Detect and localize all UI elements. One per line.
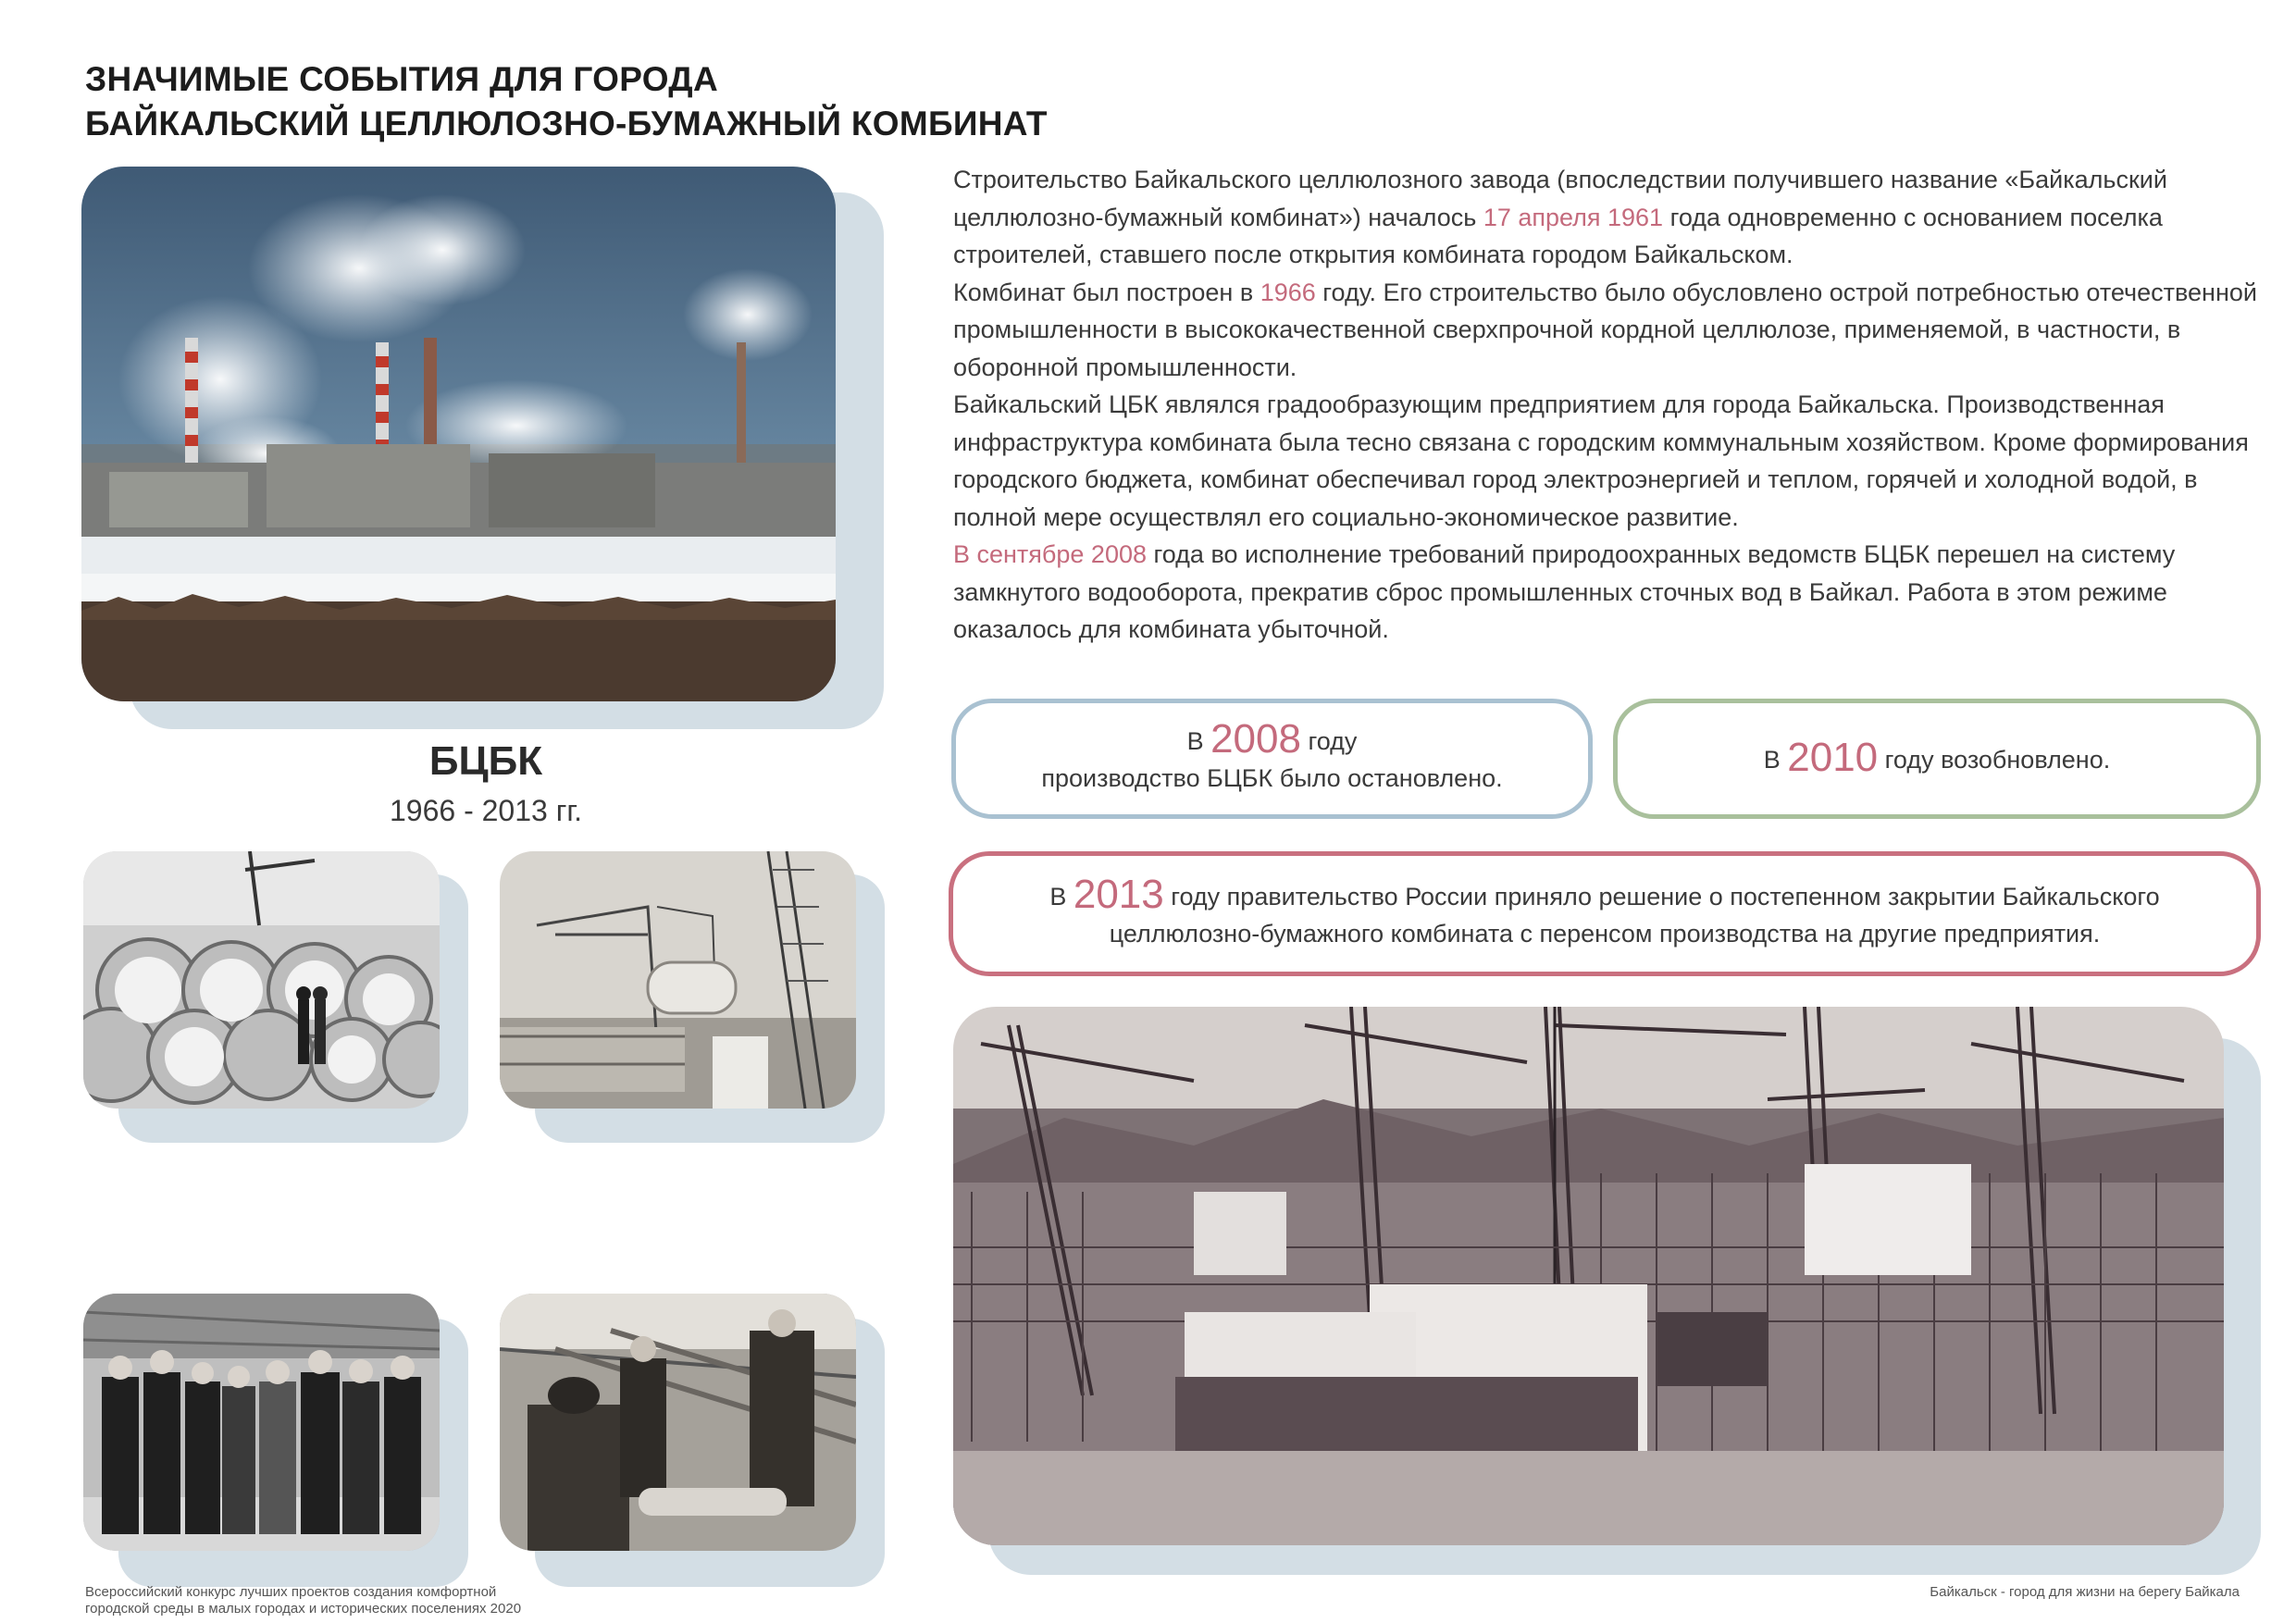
- paragraph-1: Строительство Байкальского целлюлозного завода (впоследствии получившего название «Байкальский целлюлозно-бумажный комбинат») началось 17 апреля 1961 года одновременно с основанием поселка строителей, ставшего после открытия комбината городом Байкальском.: [953, 166, 2167, 268]
- construction-site-photo: [953, 1007, 2224, 1545]
- mill-years: 1966 - 2013 гг.: [389, 794, 583, 827]
- page-title: [85, 57, 1048, 146]
- photo-concrete-pipes: [83, 851, 440, 1109]
- year-highlight: 1966: [1260, 278, 1316, 306]
- date-highlight: В сентябре 2008: [953, 540, 1147, 568]
- event-year: 2010: [1787, 735, 1879, 780]
- event-2013-box: В 2013 году правительство России приняло решение о постепенном закрытии Байкальского целлюлозно-бумажного комбината с перенсом производства на другие предприятия.: [949, 851, 2261, 976]
- paragraph-4: В сентябре 2008 года во исполнение требований природоохранных ведомств БЦБК перешел на систему замкнутого водооборота, прекратив сброс промышленных сточных вод в Байкал. Работа в этом режиме оказалось для комбината убыточной.: [953, 540, 2176, 643]
- paragraph-2: Комбинат был построен в 1966 году. Его строительство было обусловлено острой потребностью отечественной промышленности в высококачественной сверхпрочной кордной целлюлозе, применяемой, в частности, в оборонной промышленности.: [953, 278, 2257, 381]
- history-text: [953, 161, 2267, 649]
- event-2008-box: В 2008 году производство БЦБК было остановлено.: [951, 699, 1593, 819]
- event-year: 2008: [1210, 716, 1301, 762]
- photo-crane-lift: [500, 851, 856, 1109]
- event-2010-box: В 2010 году возобновлено.: [1613, 699, 2261, 819]
- date-highlight: 17 апреля 1961: [1483, 203, 1664, 231]
- footer-slogan: Байкальск - город для жизни на берегу Байкала: [1930, 1584, 2240, 1600]
- paragraph-3: Байкальский ЦБК являлся градообразующим предприятием для города Байкальска. Производственная инфраструктура комбината была тесно связана с городским коммунальным хозяйством. Кроме формирования городского бюджета, комбинат обеспечивал город электроэнергией и теплом, горячей и холодной водой, в полной мере осуществлял его социально-экономическое развитие.: [953, 390, 2249, 531]
- photo-workers-group: [83, 1294, 440, 1551]
- photo-welders-working: [500, 1294, 856, 1551]
- title-line-1: ЗНАЧИМЫЕ СОБЫТИЯ ДЛЯ ГОРОДА: [85, 60, 718, 98]
- mill-name: БЦБК: [428, 738, 543, 784]
- title-line-2: БАЙКАЛЬСКИЙ ЦЕЛЛЮЛОЗНО-БУМАЖНЫЙ КОМБИНАТ: [85, 105, 1048, 142]
- mill-photo: [81, 167, 836, 701]
- footer-contest: Всероссийский конкурс лучших проектов создания комфортной городской среды в малых городах и исторических поселениях 2020: [85, 1584, 522, 1617]
- event-year: 2013: [1073, 871, 1164, 917]
